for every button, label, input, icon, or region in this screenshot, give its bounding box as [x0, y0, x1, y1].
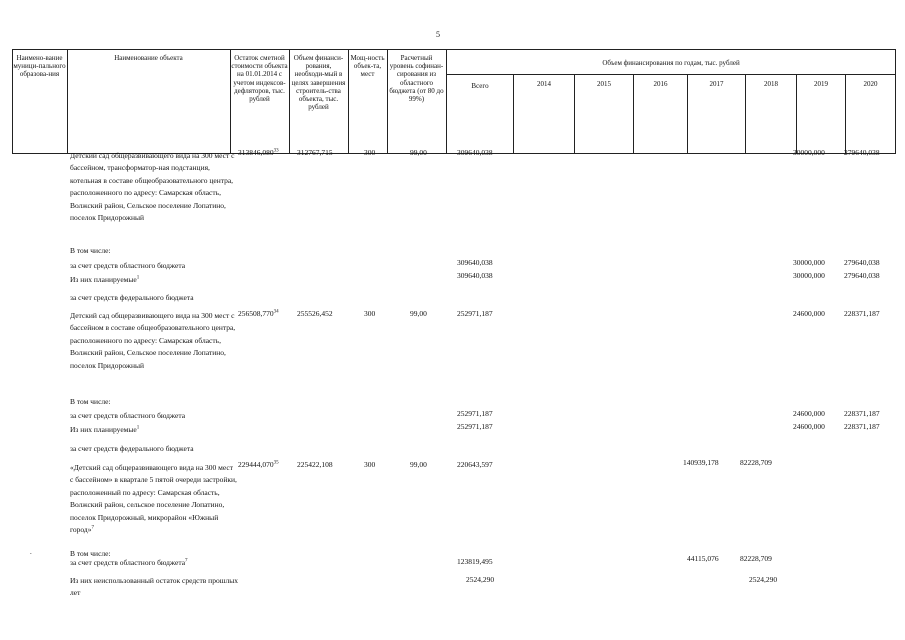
value-2020: 228371,187 — [844, 309, 880, 318]
regional-2019: 24600,000 — [793, 409, 825, 418]
capacity: 300 — [364, 460, 376, 469]
capacity: 300 — [364, 148, 376, 157]
including-label: В том числе: — [70, 549, 111, 558]
value-2017: 140939,178 — [683, 458, 719, 467]
header-year-2018: 2018 — [764, 80, 778, 88]
planned-2020: 279640,038 — [844, 271, 880, 280]
federal-budget-label: за счет средств федерального бюджета — [70, 293, 194, 302]
value-2019: 30000,000 — [793, 148, 825, 157]
total: 309640,038 — [457, 148, 493, 157]
object-name: Детский сад общеразвивающего вида на 300 мест с бассейном, трансформатор-ная подстанция, котельная в составе общеобразовательного центра, расположенного по адресу: Самарская область, Волжский район, Сельское поселение Лопатино, поселок Придорожный — [70, 151, 235, 223]
value-2020: 279640,038 — [844, 148, 880, 157]
regional-2019: 30000,000 — [793, 258, 825, 267]
header-year-2016: 2016 — [653, 80, 668, 88]
regional-2017: 44115,076 — [687, 554, 719, 563]
regional-total: 252971,187 — [457, 409, 493, 418]
regional-total: 309640,038 — [457, 258, 493, 267]
planned-2019: 30000,000 — [793, 271, 825, 280]
regional-budget-label: за счет средств областного бюджета — [70, 261, 186, 270]
header-financing-volume: Объем финанси-рования, необходи-мый в целях завершения строитель-ства объекта, тыс. рублей — [291, 54, 346, 112]
planned-2020: 228371,187 — [844, 422, 880, 431]
unused-total: 2524,290 — [466, 575, 495, 584]
header-by-years: Объем финансирования по годам, тыс. рублей — [602, 59, 740, 67]
header-total: Всего — [471, 82, 489, 90]
cofinancing-level: 99,00 — [410, 309, 427, 318]
regional-2018: 82228,709 — [740, 554, 772, 563]
planned-total: 309640,038 — [457, 271, 493, 280]
cofinancing-level: 99,00 — [410, 148, 427, 157]
total: 220643,597 — [457, 460, 493, 469]
header-object-name: Наименование объекта — [114, 54, 183, 62]
unused-2018: 2524,290 — [749, 575, 778, 584]
federal-budget-label: за счет средств федерального бюджета — [70, 444, 194, 453]
page-number: 5 — [436, 30, 440, 39]
unused-balance-label: Из них неиспользованный остаток средств прошлых лет — [70, 576, 238, 598]
planned-label: Из них планируемые$^1$ — [70, 275, 140, 284]
planned-2019: 24600,000 — [793, 422, 825, 431]
header-municipality: Наимено-вание муници-пального образова-ния — [13, 54, 66, 79]
financing-volume: 312767,715 — [297, 148, 333, 157]
header-year-2020: 2020 — [863, 80, 878, 88]
regional-budget-label: за счет средств областного бюджета$^7$ — [70, 558, 188, 567]
planned-label: Из них планируемые$^1$ — [70, 425, 140, 434]
planned-total: 252971,187 — [457, 422, 493, 431]
object-name: Детский сад общеразвивающего вида на 300 мест с бассейном в составе общеобразовательного центра, расположенного по адресу: Самарская область, Волжский район, Сельское поселение Лопатино, поселок Придорожный — [70, 311, 236, 370]
regional-budget-label: за счет средств областного бюджета — [70, 411, 186, 420]
value-2018: 82228,709 — [740, 458, 772, 467]
regional-total: 123819,495 — [457, 557, 493, 566]
remaining-cost: 256508,770$^{34}$ — [238, 309, 279, 318]
financing-volume: 255526,452 — [297, 309, 333, 318]
regional-2020: 279640,038 — [844, 258, 880, 267]
header-year-2017: 2017 — [709, 80, 724, 88]
total: 252971,187 — [457, 309, 493, 318]
remaining-cost: 313846,080$^{33}$ — [238, 148, 279, 157]
table-header — [12, 49, 896, 154]
header-year-2015: 2015 — [597, 80, 611, 88]
financing-volume: 225422,108 — [297, 460, 333, 469]
cofinancing-level: 99,00 — [410, 460, 427, 469]
regional-2020: 228371,187 — [844, 409, 880, 418]
capacity: 300 — [364, 309, 376, 318]
including-label: В том числе: — [70, 397, 111, 406]
value-2019: 24600,000 — [793, 309, 825, 318]
header-capacity: Мощ-ность объек-та, мест — [350, 54, 385, 79]
including-label: В том числе: — [70, 246, 111, 255]
header-cofinancing-level: Расчетный уровень софинан-сирования из областного бюджета (от 80 до 99%) — [389, 54, 444, 104]
header-year-2014: 2014 — [537, 80, 551, 88]
object-name: «Детский сад общеразвивающего вида на 300 мест с бассейном» в квартале 5 пятой очереди застройки, расположенный по адресу: Самарская область, Волжский район, сельское поселение Лопатино, поселок Придорожный, микрорайон «Южный город»$^7$ — [70, 463, 237, 535]
header-year-2019: 2019 — [814, 80, 828, 88]
header-remaining-cost: Остаток сметной стоимости объекта на 01.01.2014 с учетом индексов-дефляторов, тыс. рублей — [231, 54, 288, 104]
remaining-cost: 229444,070$^{35}$ — [238, 460, 279, 469]
